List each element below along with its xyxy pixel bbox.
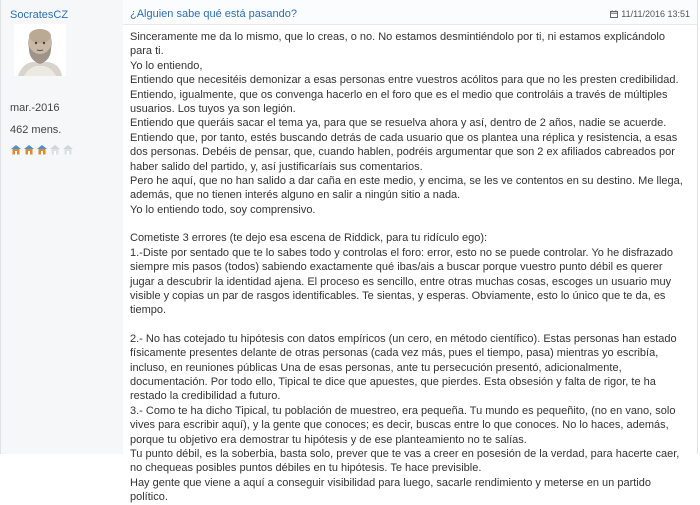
post-paragraph: Pero he aquí, que no han salido a dar caña en este medio, y encima, se les ve contentos en su destino. Me llega, además, que no tienen interés alguno en salir a ningún sitio a nada.: [130, 175, 683, 202]
post-paragraph: 2.- No has cotejado tu hipótesis con datos empíricos (un cero, en método científico). Estas personas han estado físicamente presentes delante de otras personas (cada vez más, pues el tiempo, pasa) mientras yo escribía, incluso, en reuniones públicas Una de esas personas, ante tu persecución presentó, adicionalmente, documentación. Por todo ello, Tipical te dice que apuestes, que pierdes. Esta obsesión y falta de rigor, te ha restado la credibilidad a futuro.: [130, 332, 677, 403]
rank-icon-inactive: [49, 144, 61, 155]
post-paragraph: Yo lo entiendo,: [130, 59, 203, 72]
post-paragraph: Sinceramente me da lo mismo, que lo creas, o no. No estamos desmintiéndolo por ti, ni estamos explicándolo para ti.: [130, 31, 665, 58]
post-paragraph: Yo lo entiendo todo, soy comprensivo.: [130, 203, 316, 216]
post-paragraph: 3.- Como te ha dicho Tipical, tu población de muestreo, era pequeña. Tu mundo es pequeñito, (no en vano, solo vives para escribir aquí), y la gente que conoces; es decir, buscas entre lo que conoces. No lo haces, además, porque tu objetivo era demostrar tu hipótesis y de ese planteamiento no te salías.: [130, 404, 676, 446]
rank-icon-active: [23, 144, 35, 155]
rank-icon-inactive: [62, 144, 74, 155]
rank-icon-active: [10, 144, 22, 155]
author-joined: mar.-2016: [10, 102, 60, 114]
post-paragraph: Entiendo que necesitéis demonizar a esas personas entre vuestros acólitos para que no les presten credibilidad. Entiendo, igualmente, que os convenga hacerlo en el foro que es el medio que controláis a través de múltiples usuarios. Los tuyos ya son legión.: [130, 74, 679, 116]
author-name-link[interactable]: SocratesCZ: [10, 9, 69, 21]
avatar[interactable]: [14, 24, 66, 76]
post-date-text: 11/11/2016 13:51: [621, 9, 690, 19]
rank-icon-active: [36, 144, 48, 155]
post-body: [130, 30, 687, 505]
post-date: [610, 9, 690, 19]
post-header: [123, 0, 697, 25]
rank-icons: [10, 144, 74, 155]
paragraph-spacer: [130, 318, 687, 332]
post-paragraph: Cometiste 3 errores (te dejo esa escena de Riddick, para tu ridículo ego):: [130, 232, 488, 245]
post-title-link[interactable]: ¿Alguien sabe qué está pasando?: [130, 8, 297, 20]
post-paragraph: Hay gente que viene a aquí a conseguir visibilidad para luego, sacarle rendimiento y meterse en un partido político.: [130, 476, 651, 504]
post-paragraph: 1.-Diste por sentado que te lo sabes todo y controlas el foro: error, esto no se puede controlar. Yo he disfrazado siempre mis pasos (todos) sabiendo exactamente qué ibas/ais a buscar porque vuestro punto débil es querer jugar a descubrir la identidad ajena. El proceso es sencillo, entre otras muchas cosas, escoges un usuario muy visible y copias un par de rasgos identificables. Te sientas, y esperas. Obviamente, esto lo único que te da, es tiempo.: [130, 246, 674, 317]
post-content: [123, 0, 697, 504]
calendar-icon: [610, 10, 618, 18]
author-panel: [1, 0, 124, 454]
post-paragraph: Tu punto débil, es la soberbia, basta solo, prever que te vas a creer en posesión de la verdad, para hacerte caer, no chequeas posibles puntos débiles en tu hipótesis. Te hace previsible.: [130, 447, 680, 475]
author-message-count: 462 mens.: [10, 124, 62, 136]
paragraph-spacer: [130, 217, 687, 231]
post-paragraph: Entiendo que queráis sacar el tema ya, para que se resuelva ahora y así, dentro de 2 años, nadie se acuerde. Entiendo que, por tanto, estés buscando detrás de cada usuario que os plantea una réplica y resistencia, a esas dos personas. Debéis de pensar, que, cuando hablen, podréis argumentar que son 2 ex afiliados cabreados por haber salido del partido, y, así justificaríais sus comentarios.: [130, 117, 678, 173]
